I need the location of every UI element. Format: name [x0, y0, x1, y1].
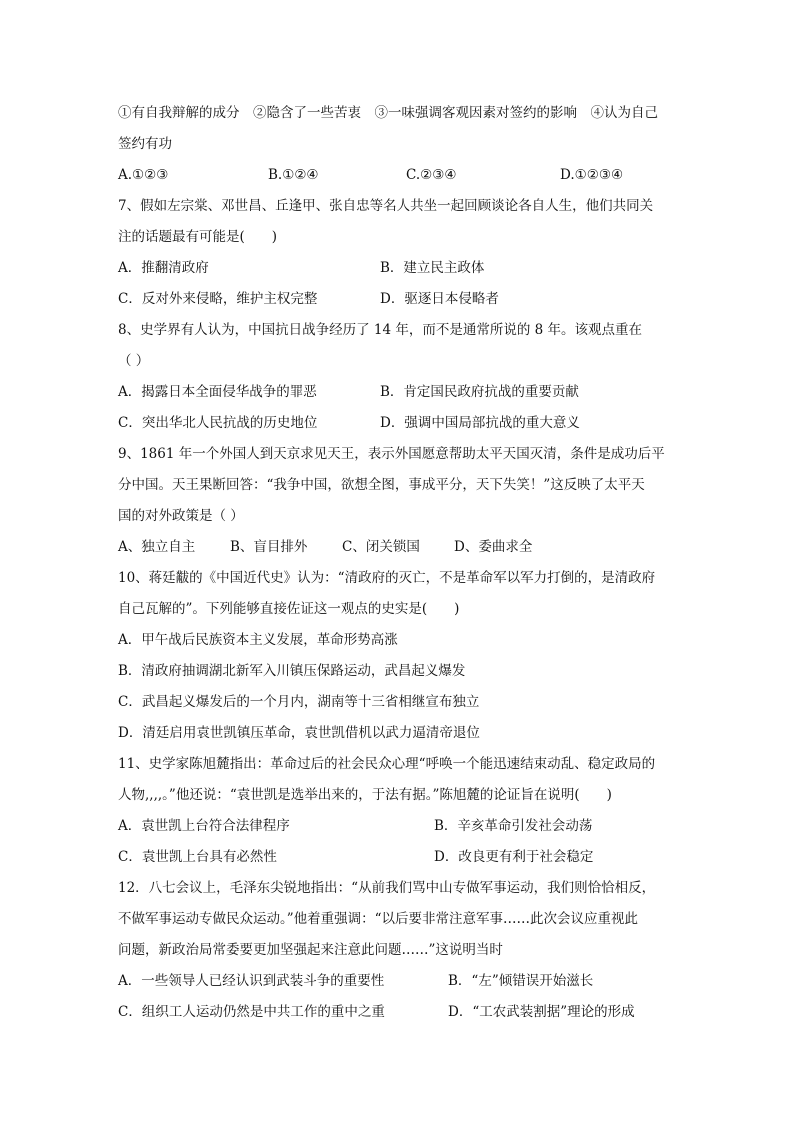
q12-options-row-1	[118, 966, 678, 997]
q11-stem-line-2: 人物,,,,。”他还说：“袁世凯是选举出来的，于法有据。”陈旭麓的论证旨在说明( )	[118, 787, 612, 803]
q7-option-d: D．驱逐日本侵略者	[380, 291, 499, 307]
q7-stem-line-2: 注的话题最有可能是( )	[118, 229, 278, 245]
exam-page	[118, 98, 678, 1028]
prev-options-line-2: 签约有功	[118, 136, 172, 152]
q7-option-c: C．反对外来侵略，维护主权完整	[118, 291, 318, 307]
q7-stem-line-1: 7、假如左宗棠、邓世昌、丘逢甲、张自忠等名人共坐一起回顾谈论各自人生，他们共同关	[118, 198, 654, 214]
q8-options-row-1	[118, 377, 678, 408]
q9-option-c: C、闭关锁国	[342, 539, 420, 555]
q12-stem-line-3: 问题，新政治局常委要更加坚强起来注意此问题……”这说明当时	[118, 942, 503, 958]
prev-options-line-1: ①有自我辩解的成分 ②隐含了一些苦衷 ③一味强调客观因素对签约的影响 ④认为自己	[118, 105, 658, 121]
q8-stem-line-1: 8、史学界有人认为，中国抗日战争经历了 14 年，而不是通常所说的 8 年。该观点重在	[118, 322, 643, 338]
q7-option-a: A．推翻清政府	[118, 260, 209, 276]
q12-option-c: C．组织工人运动仍然是中共工作的重中之重	[118, 1004, 385, 1020]
q11-option-b: B．辛亥革命引发社会动荡	[434, 818, 593, 834]
q12-option-b: B．“左”倾错误开始滋长	[448, 973, 594, 989]
q8-option-b: B．肯定国民政府抗战的重要贡献	[380, 384, 579, 400]
q12-stem-line-2: 不做军事运动专做民众运动。”他着重强调：“以后要非常注意军事……此次会议应重视此	[118, 911, 639, 927]
q10-option-b: B．清政府抽调湖北新军入川镇压保路运动，武昌起义爆发	[118, 663, 466, 679]
q9-options-row	[118, 532, 678, 563]
prev-choice-a: A.①②③	[118, 167, 169, 183]
q7-options-row-1	[118, 253, 678, 284]
q9-stem-line-2: 分中国。天王果断回答：“我争中国，欲想全图，事成平分，天下失笑！”这反映了太平天	[118, 477, 645, 493]
q11-options-row-1	[118, 811, 678, 842]
q9-option-a: A、独立自主	[118, 539, 196, 555]
q10-option-c: C．武昌起义爆发后的一个月内，湖南等十三省相继宣布独立	[118, 694, 480, 710]
prev-choices-row	[118, 160, 678, 191]
q8-option-d: D．强调中国局部抗战的重大意义	[380, 415, 580, 431]
q12-option-a: A．一些领导人已经认识到武装斗争的重要性	[118, 973, 385, 989]
q7-options-row-2	[118, 284, 678, 315]
q10-stem-line-2: 自己瓦解的”。下列能够直接佐证这一观点的史实是( )	[118, 601, 460, 617]
q9-stem-line-1: 9、1861 年一个外国人到天京求见天王，表示外国愿意帮助太平天国灭清，条件是成功后平	[118, 446, 665, 462]
q8-stem-line-2: （ ）	[118, 353, 150, 369]
q11-option-d: D．改良更有利于社会稳定	[434, 849, 594, 865]
q12-options-row-2	[118, 997, 678, 1028]
q8-option-c: C．突出华北人民抗战的历史地位	[118, 415, 318, 431]
q12-stem-line-1: 12．八七会议上，毛泽东尖锐地指出：“从前我们骂中山专做军事运动，我们则恰恰相反，	[118, 880, 656, 896]
q10-option-d: D．清廷启用袁世凯镇压革命，袁世凯借机以武力逼清帝退位	[118, 725, 480, 741]
q11-option-c: C．袁世凯上台具有必然性	[118, 849, 277, 865]
q11-option-a: A．袁世凯上台符合法律程序	[118, 818, 290, 834]
q11-options-row-2	[118, 842, 678, 873]
q10-stem-line-1: 10、蒋廷黻的《中国近代史》认为：“清政府的灭亡，不是革命军以军力打倒的，是清政府	[118, 570, 656, 586]
prev-choice-c: C.②③④	[406, 167, 457, 183]
q8-option-a: A．揭露日本全面侵华战争的罪恶	[118, 384, 317, 400]
q11-stem-line-1: 11、史学家陈旭麓指出：革命过后的社会民众心理“呼唤一个能迅速结束动乱、稳定政局的	[118, 756, 656, 772]
q8-options-row-2	[118, 408, 678, 439]
q12-option-d: D．“工农武装割据”理论的形成	[448, 1004, 635, 1020]
q7-option-b: B．建立民主政体	[380, 260, 485, 276]
prev-choice-d: D.①②③④	[560, 167, 624, 183]
q10-option-a: A．甲午战后民族资本主义发展，革命形势高涨	[118, 632, 398, 648]
q9-option-d: D、委曲求全	[454, 539, 533, 555]
q9-stem-line-3: 国的对外政策是（ ）	[118, 508, 244, 524]
prev-choice-b: B.①②④	[268, 167, 319, 183]
q9-option-b: B、盲目排外	[230, 539, 308, 555]
